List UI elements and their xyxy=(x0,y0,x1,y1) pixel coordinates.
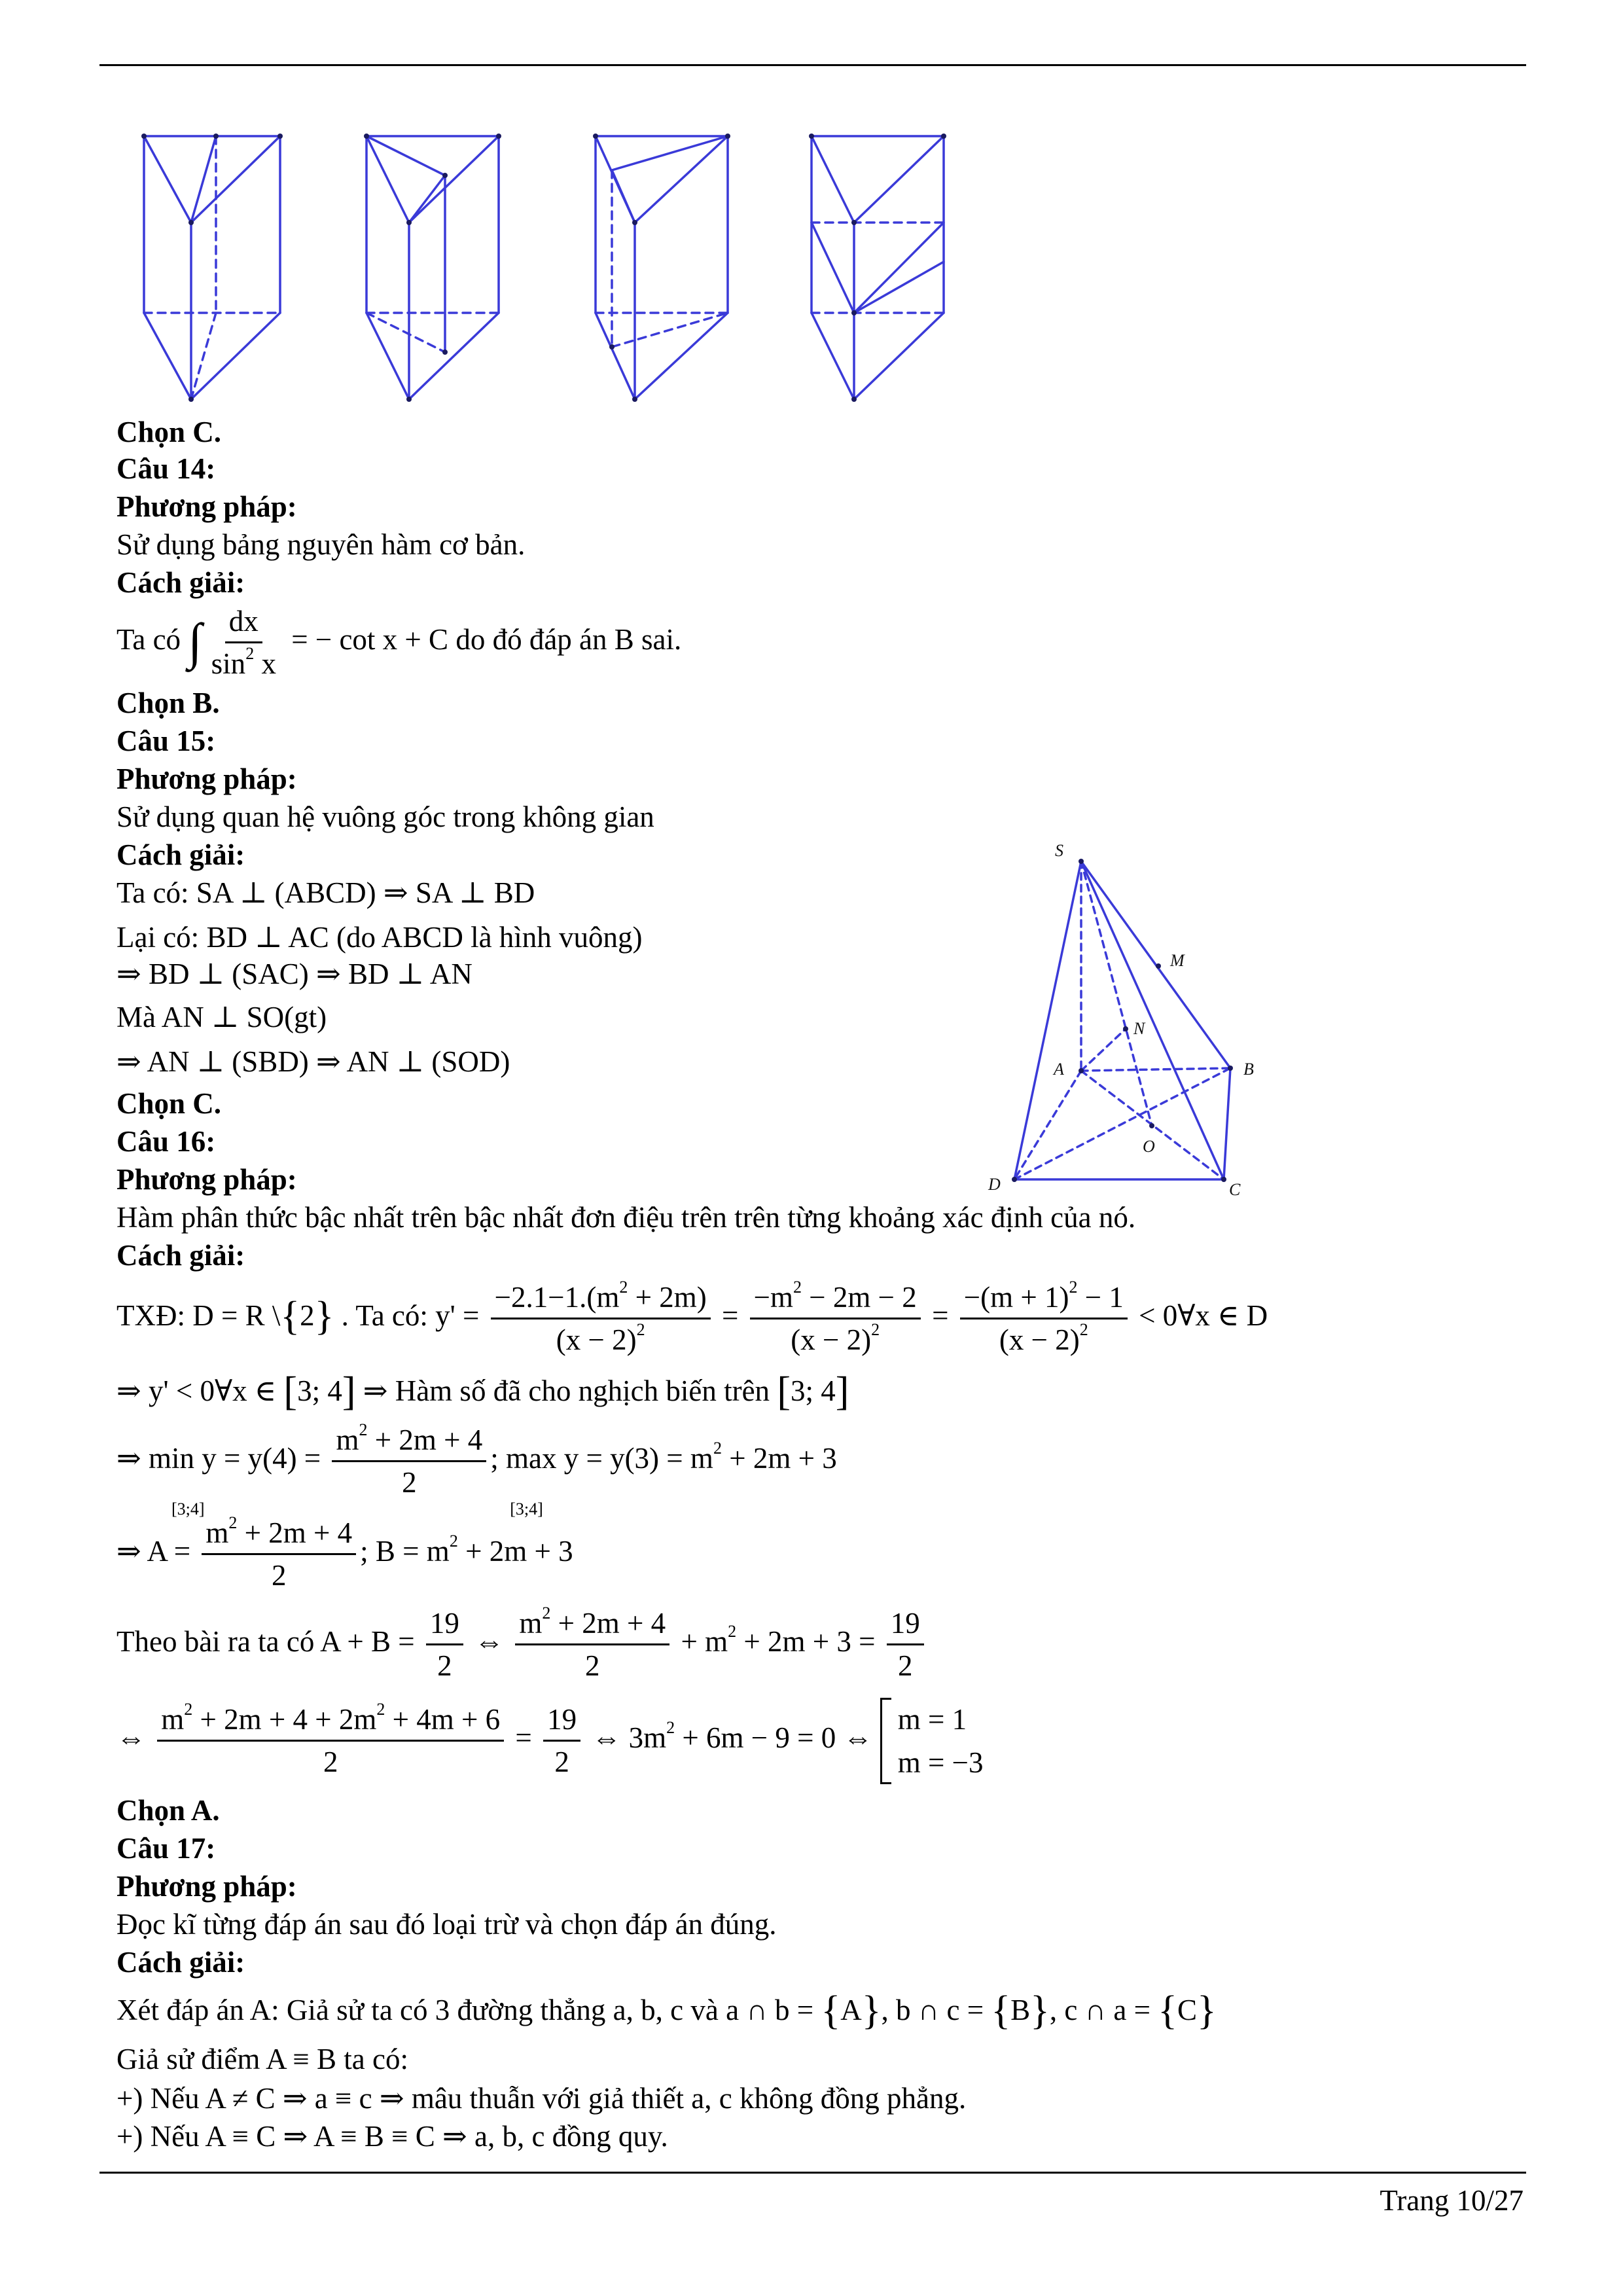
q17-solution-label: Cách giải: xyxy=(116,1946,245,1979)
q16-monotone-line: ⇒ y' < 0∀x ∈ [3; 4] ⇒ Hàm số đã cho nghịch biến trên [3; 4] xyxy=(116,1369,849,1414)
label-S: S xyxy=(1055,841,1063,860)
q16-sum-line: Theo bài ra ta có A + B = $\frac{19}{2}$ ⇔ $\frac{m^2 + 2m + 4}{2}$ + $m^2 + 2m + 3$ = $\frac{19}{2}$ xyxy=(116,1602,928,1685)
q14-rhs: = − cot x + C xyxy=(291,622,449,656)
q14-int-num: dx xyxy=(225,602,262,643)
prism-figure-4 xyxy=(812,136,944,399)
q15-solution-label: Cách giải: xyxy=(116,838,245,871)
q17-line-3: +) Nếu A ≠ C ⇒ a ≡ c ⇒ mâu thuẫn với giả thiết a, c không đồng phẳng. xyxy=(116,2082,967,2115)
label-C: C xyxy=(1229,1180,1241,1199)
q16-solution-label: Cách giải: xyxy=(116,1239,245,1272)
q15-title: Câu 15: xyxy=(116,725,216,757)
q16-choice: Chọn A. xyxy=(116,1794,220,1827)
prism-figure-2 xyxy=(366,136,499,399)
q14-solution-label: Cách giải: xyxy=(116,566,245,599)
q14-choice: Chọn B. xyxy=(116,687,220,719)
label-O: O xyxy=(1143,1137,1155,1156)
prism-figures xyxy=(131,124,969,412)
footer-rule xyxy=(99,2172,1526,2174)
q17-line-2: Giả sử điểm A ≡ B ta có: xyxy=(116,2043,408,2075)
q16-AB-line: ⇒ A = $\frac{m^2 + 2m + 4}{2}$ ; $B = m^2 + 2m + 3$ xyxy=(116,1513,573,1592)
prism-figure-3 xyxy=(596,136,728,399)
q14-prefix: Ta có xyxy=(116,622,181,656)
label-M: M xyxy=(1170,951,1185,970)
page-number: Trang 10/27 xyxy=(1380,2184,1524,2217)
q17-title: Câu 17: xyxy=(116,1832,216,1865)
q14-method-label: Phương pháp: xyxy=(116,490,297,523)
q15-method-text: Sử dụng quan hệ vuông góc trong không gian xyxy=(116,800,654,833)
q15-line-3: ⇒ BD ⊥ (SAC) ⇒ BD ⊥ AN xyxy=(116,958,473,990)
q14-method-text: Sử dụng bảng nguyên hàm cơ bản. xyxy=(116,528,526,561)
label-D: D xyxy=(988,1175,1001,1194)
q16-derivative-line: TXĐ: D = R \{2} . Ta có: y' = $\frac{-2.1-1.(m^2 + 2m)}{(x - 2)^2}$ = $\frac{-m^2 - 2m - 2}{(x - 2)^2}$ = $\frac{-(m + 1)^2 - 1}{(x - 2)^2}$ < 0∀x ∈ D xyxy=(116,1278,1268,1357)
prism-figure-1 xyxy=(144,136,280,399)
q17-method-text: Đọc kĩ từng đáp án sau đó loại trừ và chọn đáp án đúng. xyxy=(116,1908,777,1941)
q16-method-label: Phương pháp: xyxy=(116,1163,297,1196)
q16-solve-line: ⇔ $\frac{m^2 + 2m + 4 + 2m^2 + 4m + 6}{2}$ = $\frac{19}{2}$ ⇔ $3m^2 + 6m - 9 = 0$ ⇔ m = 1 m = −3 xyxy=(116,1695,983,1784)
q15-choice: Chọn C. xyxy=(116,1087,222,1120)
label-N: N xyxy=(1133,1019,1145,1038)
q16-method-text: Hàm phân thức bậc nhất trên bậc nhất đơn điệu trên trên từng khoảng xác định của nó. xyxy=(116,1201,1136,1234)
q14-suffix: do đó đáp án B sai. xyxy=(455,622,682,656)
pyramid-figure xyxy=(969,838,1335,1204)
label-B: B xyxy=(1243,1060,1254,1079)
header-rule xyxy=(99,64,1526,66)
q16-title: Câu 16: xyxy=(116,1125,216,1158)
q17-line-1: Xét đáp án A: Giả sử ta có 3 đường thẳng a, b, c và a ∩ b = {A}, b ∩ c = {B}, c ∩ a = {C} xyxy=(116,1988,1217,2033)
q15-method-label: Phương pháp: xyxy=(116,762,297,795)
q13-choice: Chọn C. xyxy=(116,416,222,448)
case-2: m = −3 xyxy=(897,1746,984,1779)
q14-title: Câu 14: xyxy=(116,452,216,485)
q15-line-1: Ta có: SA ⊥ (ABCD) ⇒ SA ⊥ BD xyxy=(116,876,535,909)
q17-line-4: +) Nếu A ≡ C ⇒ A ≡ B ≡ C ⇒ a, b, c đồng quy. xyxy=(116,2120,668,2153)
q14-formula: Ta có ∫ $\frac{dx}{\sin^2 x}$ = − cot x + C do đó đáp án B sai. xyxy=(116,602,681,683)
case-1: m = 1 xyxy=(897,1702,967,1736)
q15-line-4: Mà AN ⊥ SO(gt) xyxy=(116,1001,327,1033)
q16-minmax-line: ⇒ min y = y(4) = [3;4] $\frac{m^2 + 2m + 4}{2}$ ; max y = y(3) = m [3;4] $^2$ + 2m + 3 xyxy=(116,1420,837,1518)
q15-line-2: Lại có: BD ⊥ AC (do ABCD là hình vuông) xyxy=(116,921,643,954)
q17-method-label: Phương pháp: xyxy=(116,1870,297,1903)
q15-line-5: ⇒ AN ⊥ (SBD) ⇒ AN ⊥ (SOD) xyxy=(116,1045,510,1078)
label-A: A xyxy=(1054,1060,1064,1079)
